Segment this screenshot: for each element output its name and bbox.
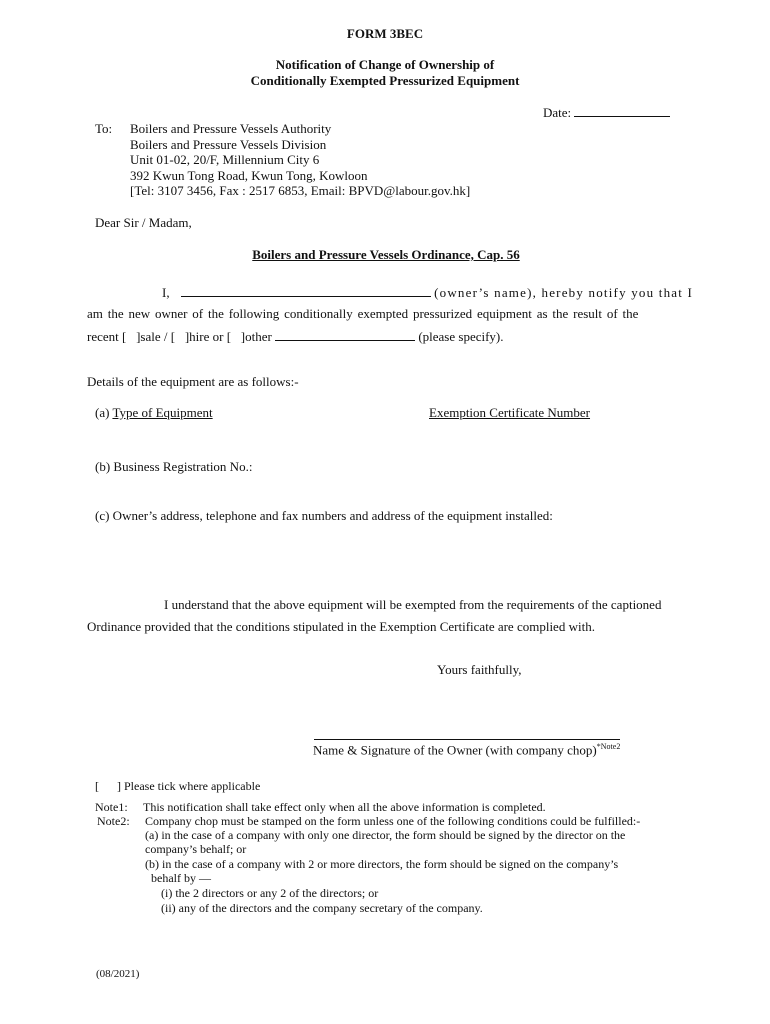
note1-label: Note1: [95, 800, 128, 814]
exemption-cert-label: Exemption Certificate Number [429, 405, 591, 420]
note1-text: This notification shall take effect only when all the above information is completed. [143, 800, 546, 814]
sale-label: ]sale / [ [136, 329, 176, 344]
closing: Yours faithfully, [437, 662, 522, 677]
other-checkbox[interactable] [231, 329, 241, 344]
understanding-line2: Ordinance provided that the conditions stipulated in the Exemption Certificate are complied with. [87, 619, 595, 634]
recipient-line: [Tel: 3107 3456, Fax : 2517 6853, Email: BPVD@labour.gov.hk] [130, 183, 471, 198]
type-of-equipment-label: Type of Equipment [112, 405, 213, 420]
ordinance-heading: Boilers and Pressure Vessels Ordinance, Cap. 56 [252, 247, 520, 262]
understanding-line1: I understand that the above equipment will be exempted from the requirements of the captioned [164, 597, 662, 612]
owner-name-line[interactable] [181, 284, 431, 297]
signature-note-ref: *Note2 [596, 742, 621, 751]
recipient-line: 392 Kwun Tong Road, Kwun Tong, Kowloon [130, 167, 368, 183]
recent-label: recent [ [87, 329, 127, 344]
item-a [95, 405, 213, 421]
other-specify-line[interactable] [275, 328, 415, 341]
salutation: Dear Sir / Madam, [95, 215, 192, 230]
form-title-line1: Notification of Change of Ownership of [275, 57, 495, 72]
owner-name-hint: (owner’s name), hereby notify you that I [434, 285, 694, 300]
note2-b-i: (i) the 2 directors or any 2 of the directors; or [161, 886, 379, 900]
form-title-line2: Conditionally Exempted Pressurized Equipment [250, 73, 520, 88]
hire-checkbox[interactable] [175, 329, 185, 344]
form-code: FORM 3BEC [346, 26, 424, 41]
notice-line1 [162, 284, 693, 301]
other-label: ]other [240, 329, 272, 344]
note2-b-ii: (ii) any of the directors and the company secretary of the company. [161, 901, 483, 915]
recipient-line: Boilers and Pressure Vessels Division [130, 136, 327, 152]
form-version: (08/2021) [96, 968, 140, 980]
details-intro: Details of the equipment are as follows:- [87, 374, 299, 389]
signature-line[interactable] [314, 739, 620, 740]
note2-label: Note2: [97, 814, 130, 828]
note2-b-line2: behalf by — [151, 871, 211, 885]
item-c-label: (c) Owner’s address, telephone and fax numbers and address of the equipment installed: [95, 508, 553, 523]
tick-note-text: ] Please tick where applicable [117, 779, 261, 793]
notice-line2: am the new owner of the following conditionally exempted pressurized equipment as the result of the [87, 306, 639, 321]
recipient-address [130, 121, 470, 199]
note2-text: Company chop must be stamped on the form unless one of the following conditions could be fulfilled:- [145, 814, 641, 828]
specify-label: (please specify). [418, 329, 504, 344]
item-b-label: (b) Business Registration No.: [95, 459, 253, 474]
note2-a-line2: company’s behalf; or [145, 842, 247, 856]
signature-block [313, 742, 620, 758]
tick-note [95, 779, 260, 794]
recipient-line: Unit 01-02, 20/F, Millennium City 6 [130, 152, 320, 167]
to-label: To: [95, 121, 113, 136]
notice-line3 [87, 328, 504, 345]
signature-label: Name & Signature of the Owner (with company chop) [313, 742, 597, 758]
item-a-prefix: (a) [95, 405, 110, 420]
note2-a-line1: (a) in the case of a company with only one director, the form should be signed by the director on the [145, 828, 626, 842]
date-label: Date: [543, 105, 572, 120]
i-label: I, [162, 285, 170, 300]
date-input-line[interactable] [574, 104, 670, 117]
sale-checkbox[interactable] [126, 329, 136, 344]
note2-b-line1: (b) in the case of a company with 2 or more directors, the form should be signed on the company’s [145, 857, 619, 871]
hire-label: ]hire or [ [184, 329, 232, 344]
recipient-line: Boilers and Pressure Vessels Authority [130, 121, 332, 136]
date-field[interactable] [543, 104, 670, 121]
tick-note-open: [ [95, 779, 99, 793]
